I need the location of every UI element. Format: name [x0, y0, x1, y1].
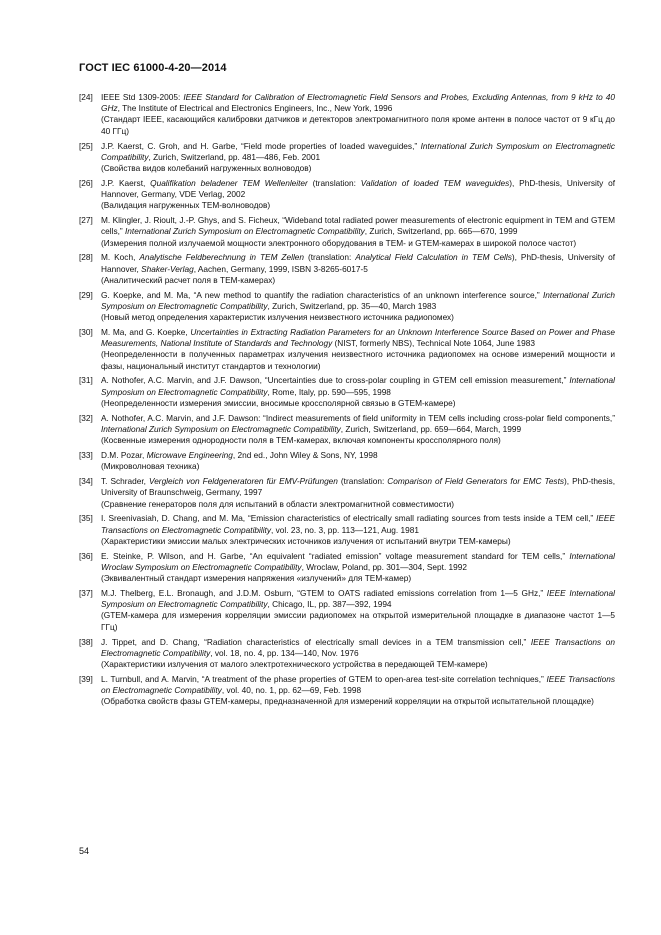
- citation-segment: IEEE Std 1309-2005:: [101, 92, 184, 102]
- reference-number: [35]: [79, 513, 93, 524]
- reference-item: [79, 252, 615, 286]
- reference-body: [101, 178, 615, 212]
- reference-number: [38]: [79, 636, 93, 647]
- citation-segment: , vol. 23, no. 3, pp. 113—121, Aug. 1981: [271, 524, 419, 535]
- citation-segment: , Zurich, Switzerland, pp. 35—40, March 1983: [267, 300, 437, 311]
- citation-segment: , The Institute of Electrical and Electronics Engineers, Inc., New York, 1996: [117, 103, 393, 114]
- citation-title-segment: IEEE International Symposium on Electromagnetic Compatibility: [101, 588, 615, 610]
- reference-item: [79, 92, 615, 137]
- reference-translation: (Свойства видов колебаний нагруженных волноводов): [101, 162, 312, 173]
- reference-citation: [101, 674, 615, 696]
- reference-citation: [101, 92, 615, 114]
- reference-item: [79, 215, 615, 249]
- reference-body: [101, 327, 615, 372]
- reference-citation: [101, 513, 615, 535]
- reference-number: [37]: [79, 588, 93, 599]
- reference-number: [36]: [79, 550, 93, 561]
- citation-segment: (NIST, formerly NBS), Technical Note 1064, June 1983: [332, 338, 535, 349]
- reference-body: [101, 92, 615, 137]
- citation-segment: A. Nothofer, A.C. Marvin, and J.F. Dawson: “Indirect measurements of field uniformity in TEM cells including cross-polar field components,”: [101, 412, 615, 423]
- citation-segment: J. Tippet, and D. Chang, “Radiation characteristics of electrically small devices in a TEM transmission cell,”: [101, 636, 531, 647]
- citation-segment: J.P. Kaerst, C. Groh, and H. Garbe, “Field mode properties of loaded waveguides,”: [101, 140, 421, 151]
- citation-title-segment: Qualifikation beladener TEM Wellenleiter: [150, 177, 308, 188]
- citation-segment: I. Sreenivasiah, D. Chang, and M. Ma, “Emission characteristics of electrically small radiating sources from tests inside a TEM cell,”: [101, 513, 597, 524]
- citation-segment: , Zurich, Switzerland, pp. 481—486, Feb. 2001: [148, 151, 321, 162]
- reference-translation: (Характеристики излучения от малого электротехнического устройства в передающей ТЕМ-камере): [101, 658, 488, 669]
- citation-segment: , vol. 18, no. 4, pp. 134—140, Nov. 1976: [210, 647, 359, 658]
- citation-title-segment: IEEE Transactions on Electromagnetic Compatibility: [101, 513, 615, 535]
- citation-title-segment: Comparison of Field Generators for EMC Tests: [387, 476, 565, 487]
- reference-citation: [101, 252, 615, 274]
- citation-title-segment: International Symposium on Electromagnetic Compatibility: [101, 375, 615, 397]
- citation-segment: M. Koch,: [101, 252, 140, 263]
- citation-segment: ), PhD-thesis, University of Hannover, Germany, VDE Verlag, 2002: [101, 177, 615, 199]
- reference-body: [101, 290, 615, 324]
- reference-translation: (Аналитический расчет поля в ТЕМ-камерах): [101, 274, 276, 285]
- citation-segment: , Wroclaw, Poland, pp. 301—304, Sept. 1992: [301, 561, 468, 572]
- citation-title-segment: Analytical Field Calculation in TEM Cells: [355, 252, 512, 263]
- citation-segment: , Aachen, Germany, 1999, ISBN 3-8265-6017-5: [193, 263, 368, 274]
- citation-title-segment: International Wroclaw Symposium on Electromagnetic Compatibility: [101, 550, 615, 572]
- citation-segment: (translation:: [337, 476, 388, 487]
- citation-title-segment: Vergleich von Feldgeneratoren für EMV-Prüfungen: [148, 476, 338, 487]
- reference-number: [28]: [79, 252, 93, 263]
- citation-segment: M. Klingler, J. Rioult, J.-P. Ghys, and S. Ficheux, “Wideband total radiated power measurements of electronic equipment in TEM and GTEM cells,”: [101, 215, 615, 237]
- reference-item: [79, 588, 615, 633]
- citation-title-segment: IEEE Transactions on Electromagnetic Compatibility: [101, 673, 616, 696]
- citation-segment: A. Nothofer, A.C. Marvin, and J.F. Dawson, “Uncertainties due to cross-polar coupling in GTEM cell emission measurement,”: [101, 375, 570, 386]
- citation-segment: L. Turnbull, and A. Marvin, “A treatment of the phase properties of GTEM to open-area test-site correlation techniques,”: [101, 673, 547, 684]
- reference-translation: (Валидация нагруженных ТЕМ-волноводов): [101, 200, 271, 211]
- reference-translation: (Сравнение генераторов поля для испытаний в области электромагнитной совместимости): [101, 498, 454, 509]
- citation-segment: , vol. 40, no. 1, pp. 62—69, Feb. 1998: [221, 685, 362, 696]
- reference-number: [25]: [79, 140, 93, 151]
- reference-body: [101, 141, 615, 175]
- citation-title-segment: Uncertainties in Extracting Radiation Parameters for an Unknown Interference Source Based on Power and Phase Measurements, National Institute of Standards and Technology: [101, 326, 615, 349]
- reference-item: [79, 178, 615, 212]
- reference-body: [101, 215, 615, 249]
- citation-title-segment: IEEE Transactions on Electromagnetic Compatibility: [101, 636, 615, 658]
- reference-body: [101, 252, 615, 286]
- citation-title-segment: International Zurich Symposium on Electromagnetic Compatibility: [101, 423, 341, 434]
- citation-title-segment: International Zurich Symposium on Electromagnetic Compatibility: [124, 226, 365, 237]
- reference-item: [79, 513, 615, 547]
- reference-body: [101, 674, 615, 708]
- reference-citation: [101, 141, 615, 163]
- reference-item: [79, 551, 615, 585]
- reference-translation: (Неопределенности измерения эмиссии, вносимые кроссполярной связью в GTEM-камере): [101, 397, 456, 408]
- reference-translation: (Стандарт IEEE, касающийся калибровки датчиков и детекторов электромагнитного поля кроме антенн в полосе частот от 9 кГц до 40 ГГц): [101, 114, 615, 136]
- reference-body: [101, 588, 615, 633]
- reference-item: [79, 476, 615, 510]
- citation-segment: ), PhD-thesis, University of Braunschweig, Germany, 1997: [101, 476, 615, 498]
- reference-number: [27]: [79, 215, 93, 226]
- reference-body: [101, 413, 615, 447]
- reference-citation: [101, 375, 615, 397]
- page-number: 54: [79, 846, 90, 856]
- reference-number: [29]: [79, 289, 93, 300]
- citation-segment: (translation:: [307, 177, 361, 188]
- reference-citation: [101, 637, 615, 659]
- reference-translation: (Обработка свойств фазы GTEM-камеры, предназначенной для измерений корреляции на открытой испытательной площадке): [101, 696, 594, 707]
- citation-segment: M. Ma, and G. Koepke,: [101, 326, 191, 337]
- reference-body: [101, 513, 615, 547]
- reference-item: [79, 290, 615, 324]
- reference-translation: (Микроволновая техника): [101, 461, 200, 472]
- reference-body: [101, 476, 615, 510]
- reference-translation: (Неопределенности в полученных параметрах излучения неизвестного источника радиопомех на основе измерений мощности и фазы, национальный институт стандартов и технологии): [101, 349, 615, 371]
- reference-citation: [101, 413, 615, 435]
- reference-item: [79, 327, 615, 372]
- citation-title-segment: Shaker-Verlag: [141, 263, 194, 274]
- reference-number: [34]: [79, 476, 93, 487]
- reference-body: [101, 450, 615, 472]
- citation-segment: , Zurich, Switzerland, pp. 659—664, March, 1999: [340, 423, 522, 434]
- reference-item: [79, 413, 615, 447]
- citation-segment: J.P. Kaerst,: [101, 177, 151, 188]
- citation-segment: D.M. Pozar,: [101, 450, 147, 461]
- reference-item: [79, 141, 615, 175]
- citation-segment: , Zurich, Switzerland, pp. 665—670, 1999: [364, 226, 518, 237]
- reference-citation: [101, 588, 615, 610]
- reference-number: [24]: [79, 92, 93, 102]
- reference-number: [30]: [79, 326, 93, 337]
- reference-citation: [101, 290, 615, 312]
- reference-number: [32]: [79, 412, 93, 423]
- reference-translation: (Косвенные измерения однородности поля в ТЕМ-камерах, включая компоненты кроссполярного поля): [101, 435, 501, 446]
- reference-translation: (GTEM-камера для измерения корреляции эмиссии радиопомех на открытой измерительной площадке в диапазоне частот 1—5 ГГц): [101, 610, 615, 632]
- reference-item: [79, 375, 615, 409]
- citation-segment: , 2nd ed., John Wiley & Sons, NY, 1998: [232, 450, 378, 461]
- reference-item: [79, 637, 615, 671]
- citation-title-segment: Analytische Feldberechnung in TEM Zellen: [139, 252, 305, 263]
- citation-segment: G. Koepke, and M. Ma, “A new method to quantify the radiation characteristics of an unknown interference source,”: [101, 289, 543, 300]
- reference-number: [33]: [79, 450, 93, 461]
- citation-segment: E. Steinke, P. Wilson, and H. Garbe, “An equivalent “radiated emission” voltage measurement standard for TEM cells,”: [101, 550, 570, 561]
- reference-number: [31]: [79, 375, 93, 386]
- citation-segment: (translation:: [304, 252, 356, 263]
- citation-title-segment: Microwave Engineering: [146, 450, 233, 461]
- reference-list: [79, 92, 615, 711]
- citation-title-segment: International Zurich Symposium on Electromagnetic Compatibility: [101, 140, 615, 162]
- citation-segment: M.J. Thelberg, E.L. Bronaugh, and J.D.M. Osburn, “GTEM to OATS radiated emissions correlation from 1—5 GHz,”: [101, 588, 547, 599]
- reference-translation: (Измерения полной излучаемой мощности электронного оборудования в ТЕМ- и GTEM-камерах в широкой полосе частот): [101, 237, 577, 248]
- reference-translation: (Новый метод определения характеристик излучения неизвестного источника радиопомех): [101, 312, 454, 323]
- reference-item: [79, 674, 615, 708]
- citation-title-segment: IEEE Standard for Calibration of Electromagnetic Field Sensors and Probes, Excluding Antennas, from 9 kHz to 40 GHz: [101, 92, 615, 114]
- reference-citation: [101, 215, 615, 237]
- citation-title-segment: International Zurich Symposium on Electromagnetic Compatibility: [101, 289, 615, 311]
- reference-citation: [101, 551, 615, 573]
- page-header: ГОСТ IEC 61000-4-20—2014: [79, 62, 227, 74]
- citation-segment: T. Schrader,: [101, 476, 149, 487]
- reference-citation: [101, 327, 615, 349]
- reference-citation: [101, 450, 615, 461]
- reference-body: [101, 551, 615, 585]
- reference-body: [101, 375, 615, 409]
- reference-translation: (Характеристики эмиссии малых электрических источников излучения от испытаний внутри ТЕМ-камеры): [101, 535, 511, 546]
- citation-segment: , Rome, Italy, pp. 590—595, 1998: [267, 386, 391, 397]
- reference-item: [79, 450, 615, 472]
- citation-title-segment: Validation of loaded TEM waveguides: [360, 177, 510, 188]
- reference-citation: [101, 476, 615, 498]
- reference-number: [39]: [79, 673, 93, 684]
- reference-translation: (Эквивалентный стандарт измерения напряжения «излучений» для ТЕМ-камер): [101, 573, 412, 584]
- citation-segment: ), PhD-thesis, University of Hannover,: [101, 252, 616, 274]
- citation-segment: , Chicago, IL, pp. 387—392, 1994: [267, 599, 392, 610]
- reference-number: [26]: [79, 177, 93, 188]
- reference-citation: [101, 178, 615, 200]
- reference-body: [101, 637, 615, 671]
